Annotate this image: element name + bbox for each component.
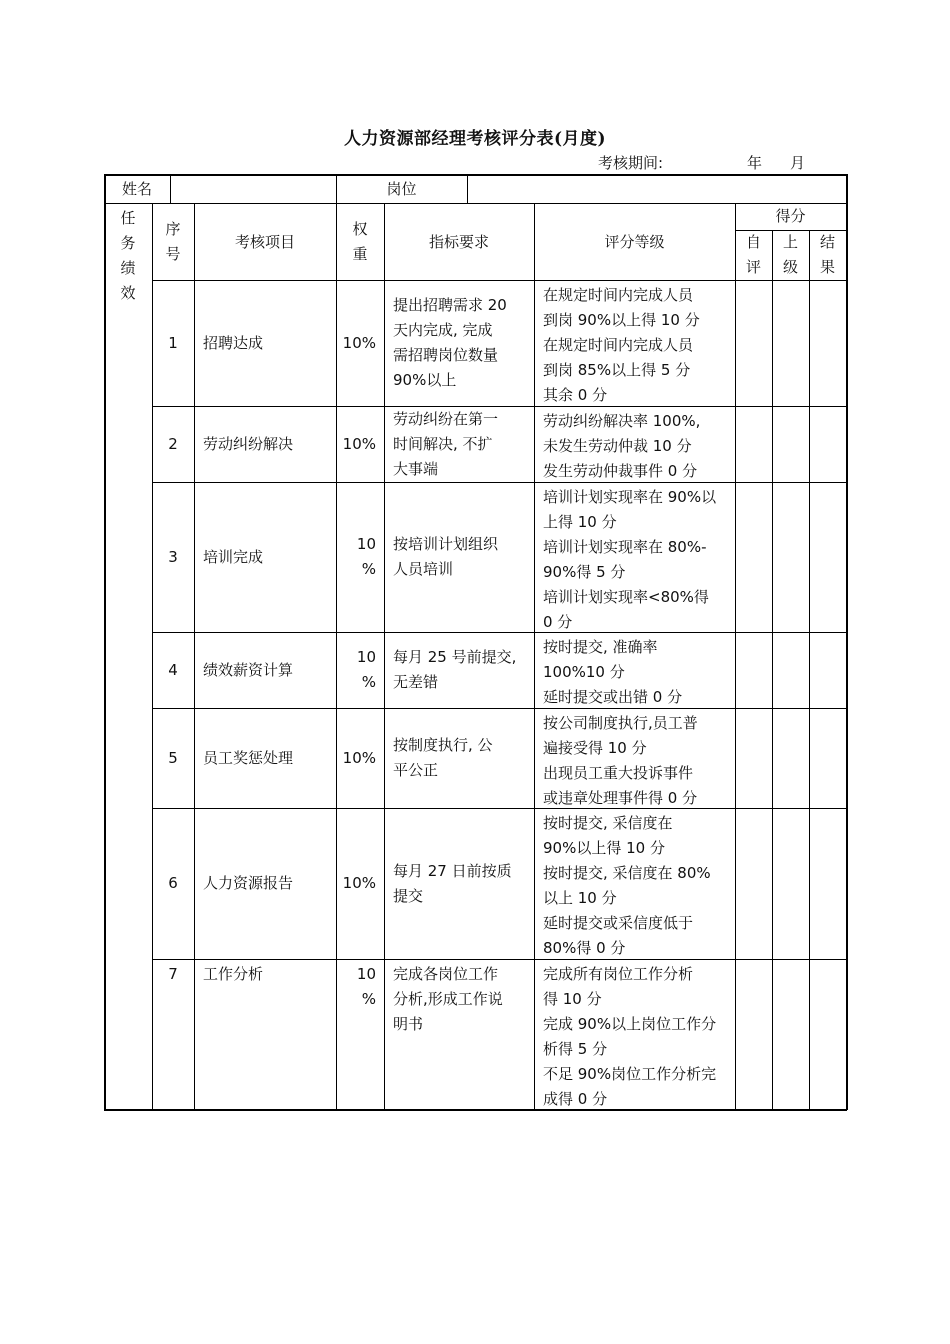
row-requirement: 劳动纠纷在第一 时间解决, 不扩 大事端 [393,410,499,478]
row-requirement: 每月 27 日前按质 提交 [393,862,512,905]
header-score: 得分 [775,207,806,225]
row-item: 劳动纠纷解决 [203,435,294,453]
row-weight: 10% [342,874,376,892]
row-requirement: 按制度执行, 公 平公正 [393,736,493,779]
grid-line [104,1109,847,1111]
row-item: 工作分析 [203,965,264,983]
page-title: 人力资源部经理考核评分表(月度) [343,129,607,149]
row-no: 4 [168,661,178,679]
row-weight: 10% [342,749,376,767]
row-weight: 10% [342,334,376,352]
grid-line [809,230,810,1110]
grid-line [534,203,535,1110]
row-grading: 按时提交, 采信度在 90%以上得 10 分 按时提交, 采信度在 80% 以上 10 分 延时提交或采信度低于 80%得 0 分 [543,814,711,957]
row-no: 1 [168,334,178,352]
grid-line [194,203,195,1110]
grid-line [772,230,773,1110]
position-label: 岗位 [386,180,417,198]
grid-line [735,203,736,1110]
row-no: 6 [168,874,178,892]
period-year-label: 年 [747,154,763,172]
grid-line [384,203,385,1110]
header-weight: 权 重 [352,220,368,263]
row-grading: 完成所有岗位工作分析 得 10 分 完成 90%以上岗位工作分 析得 5 分 不足 90%岗位工作分析完 成得 0 分 [543,965,717,1108]
header-requirement: 指标要求 [428,233,489,251]
row-requirement: 提出招聘需求 20 天内完成, 完成 需招聘岗位数量 90%以上 [393,296,507,389]
period-month-label: 月 [790,154,806,172]
grid-line [846,174,848,1110]
section-label: 任 务 绩 效 [120,209,136,302]
name-label: 姓名 [121,180,152,198]
grid-line [152,808,846,809]
row-no: 2 [168,435,178,453]
row-item: 绩效薪资计算 [203,661,294,679]
row-requirement: 完成各岗位工作 分析,形成工作说 明书 [393,965,503,1033]
grid-line [152,959,846,960]
row-item: 招聘达成 [203,334,264,352]
header-item: 考核项目 [234,233,295,251]
row-no: 3 [168,548,178,566]
row-item: 培训完成 [203,548,264,566]
grid-line [467,174,468,203]
header-superior: 上 级 [782,233,798,276]
row-no: 7 [168,965,178,983]
grid-line [152,708,846,709]
grid-line [152,280,846,281]
row-weight: 10 % [356,535,376,578]
grid-line [104,174,106,1110]
header-self: 自 评 [745,233,761,276]
row-no: 5 [168,749,178,767]
header-no: 序 号 [165,220,181,263]
row-grading: 劳动纠纷解决率 100%, 未发生劳动仲裁 10 分 发生劳动仲裁事件 0 分 [543,412,701,480]
row-item: 人力资源报告 [203,874,294,892]
grid-line [152,482,846,483]
header-result: 结 果 [819,233,835,276]
row-weight: 10% [342,435,376,453]
row-weight: 10 % [356,965,376,1008]
row-weight: 10 % [356,648,376,691]
row-grading: 按时提交, 准确率 100%10 分 延时提交或出错 0 分 [543,638,683,706]
period-label: 考核期间: [598,154,664,172]
row-item: 员工奖惩处理 [203,749,294,767]
grid-line [104,174,847,176]
row-grading: 在规定时间内完成人员 到岗 90%以上得 10 分 在规定时间内完成人员 到岗 85%以上得 5 分 其余 0 分 [543,286,700,404]
row-requirement: 每月 25 号前提交, 无差错 [393,648,517,691]
grid-line [170,174,171,203]
row-grading: 培训计划实现率在 90%以 上得 10 分 培训计划实现率在 80%- 90%得 5 分 培训计划实现率<80%得 0 分 [543,488,717,631]
grid-line [152,632,846,633]
header-grading: 评分等级 [604,233,665,251]
row-requirement: 按培训计划组织 人员培训 [393,535,499,578]
row-grading: 按公司制度执行,员工普 遍接受得 10 分 出现员工重大投诉事件 或违章处理事件得 0 分 [543,714,698,807]
